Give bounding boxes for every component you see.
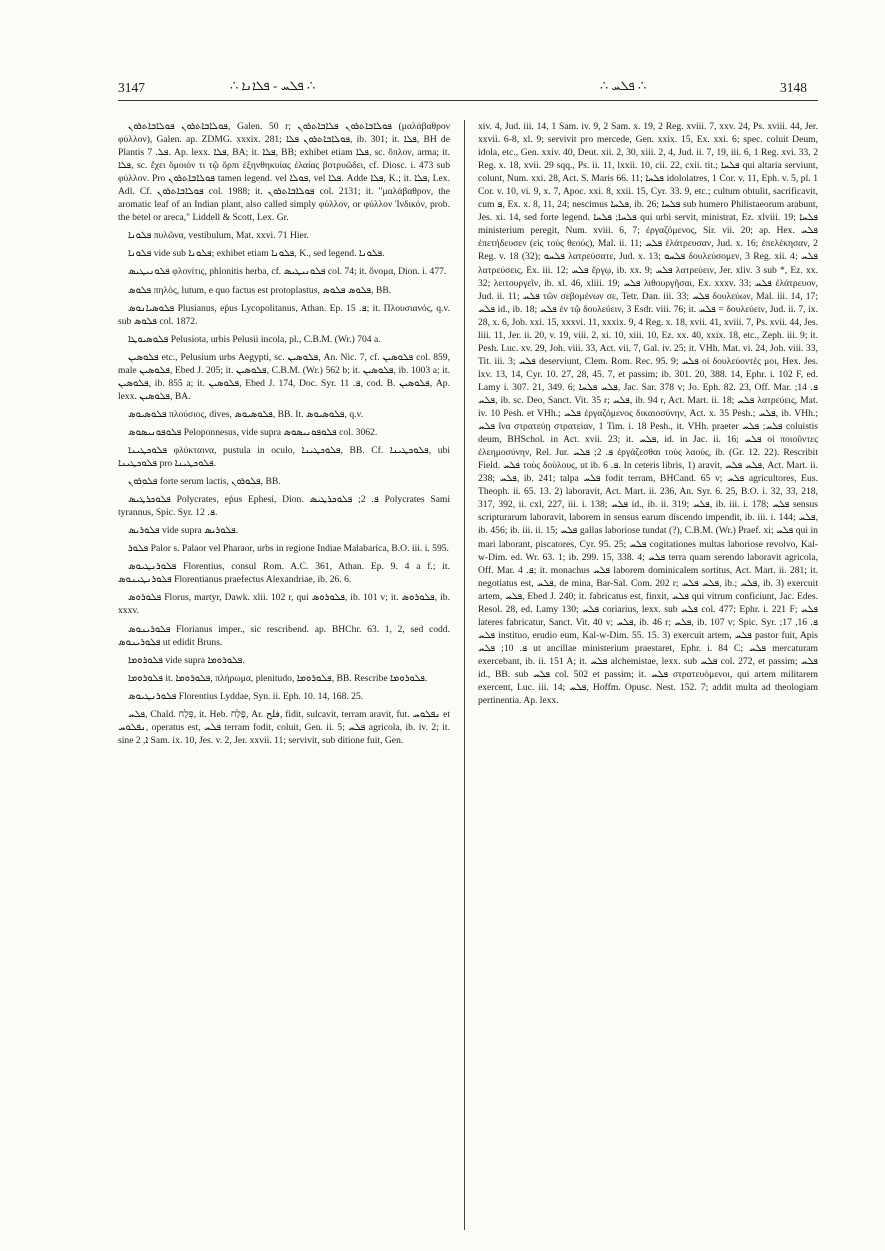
entry-paragraph: ܦܠܘܟܛܝܢܐ φλύκταινα, pustula in oculo, ܦܠܘܟܛܝܢܐ, BB. Cf. ܦܠܘܟܛܝܢܐ, ubi ܦܠܘܟܛܝܢܐ pro ܦܠܘܟܛܝܢܐ. — [118, 444, 450, 470]
entry-paragraph: ܦܠܘܦܘܢܝܣܘܣ Peloponnesus, vide supra ܦܠܘܦܘܢܝܣܘܣ col. 3062. — [128, 426, 378, 438]
entry-paragraph: xiv. 4, Jud. iii. 14, 1 Sam. iv. 9, 2 Sam. x. 19, 2 Reg. xviii. 7, xxv. 24, Ps. xviii. 44, Jer. xxvii. 6-8, xl. 9; servivit pro mercede, Gen. xxix. 15, Ex. xxi. 6; spec. coluit Deum, idola, etc., Gen. xxiv. 40, Deut. xii. 2, 30, xiii. 2, 4, Jud. ii. 7, 19, iii. 6, 1 Reg. xvi. 33, 2 Reg. x. 18, xvii. 29 sqq., Ps. ii. 11, lxxii. 10, cii. 22, cxii. tit.; ܦܠܚܐ qui altaria serviunt, colunt, Num. xxi. 28, Act. S. Maris 66. 11; ܦܠܚܐ idololatres, 1 Cor. v. 11, Eph. v. 5, pl. 1 Cor. v. 10, vi. 9, x. 7, Apoc. xxi. 8, xxii. 15, Cyr. 33. 9, etc.; cultum obtulit, sacrificavit, cum ܦ, Ex. x. 8, 11, 24; nescimus ܦܠܚܐ, ib. 26; ܦܠܚܐ sub humero Philistaeorum arabunt, Jes. xi. 14, sed forte legend. ܦܠܚܐ; ܦܠܚܐ qui urbi servit, ministrat, Ez. xlviii. 19; ܦܠܚܐ ministerium peregit, Num. xviii. 6, 7; ἐργαζόμενος, Sir. vii. 20; ap. Hex. ܦܠܚ ἐπετήδευσεν (εἰς τοὺς θεούς), Mal. ii. 11; ܦܠܚ ἐλάτρευσαν, Jud. x. 16; ἐπελέκησαν, 2 Reg. v. 18 (32); ܦܠܚܘ λατρεύσατε, Jud. x. 13; ܦܠܚܘ δουλεύσομεν, 3 Reg. xii. 4; ܦܠܚ λατρεύσεις, Ex. iii. 12; ܦܠܚ ἔργῳ, ib. xx. 9; ܦܠܚ λατρεύειν, Jer. xliv. 3 sub *, Ez. xx. 32; λειτουργεῖν, ib. xl. 46, xliii. 19; ܦܠܚ λιθουργῆσαι, Ex. xxxv. 33; ܦܠܚ ἐλάτρευον, Jud. ii. 11; ܦܠܚ τῶν σεβομένων σε, Tetr. Dan. iii. 33; ܦܠܚ δουλεύων, Mal. iii. 14, 17; ܦܠܚ id., ib. 18; ܦܠܚ ἐν τῷ δουλεύειν, 3 Esdr. viii. 76; it. ܦܠܚ = δουλεύειν, Jud. ii. 7, ix. 28, x. 6, Job. xxi. 15, xxxvi. 11, xxxix. 9, 4 Reg. x. 18, xvii. 41, xviii. 7, Ps. xvii. 44, Jes. liii. 11, Jer. ii. 20, v. 19, viii. 2, xi. 10, xiii. 10, Ez. xx. 40, xxix. 18, etc., Zeph. iii. 9; it. Pesh. Luc. xv. 29, Joh. viii. 33, Act. vii. 7, Gal. iv. 25; it. VHh. Mat. vi. 24, Joh. viii. 33, Tit. iii. 3; ܦܠܚ deserviunt, Clem. Rom. Rec. 95. 9; ܦܠܚ οἱ δουλεύοντές μοι, Hex. Jes. lxv. 13, 14, Cyr. 10. 27, 28, 45. 7, et passim; ib. 301. 20, 388. 14, Ephr. i. 102 F, ed. Lamy i. 307. 21, 349. 6; ܦܠܚ ܦܠܚܐ, Jac. Sar. 378 v; Jo. Eph. 82. 23, Off. Mar. ܦ. 14; ܦܠܚ, ib. sc. Deo, Sanct. Vit. 35 r; ܦܠܚ, ib. 94 r, Act. Mart. ii. 18; ܦܠܚ λατρεύεις, Mat. iv. 10 Pesh. et VHh.; ܦܠܚ ἐργαζόμενος δικαιοσύνην, Act. x. 35 Pesh.; ܦܠܚ, ib. VHh.; ܦܠܚ ἵνα στρατεύῃ στρατείαν, 1 Tim. i. 18 Pesh., it. VHh. praeter ܦܠܚ; ܦܠܚ coluistis deum, BHSchol. in Act. xvii. 23; it. ܦܠܚ, id. in Jac. ii. 16; ܦܠܚ οἱ ποιοῦντες ἐλεημοσύνην, Rel. Jur. ܦ. 2; ܦܠܚ ἐργάζεσθαι τοὺς λαούς, ib. (Gr. 12. 22). Rescribit Field. ܦܠܚ τοὺς δούλους, ut ib. ܦ. 6. In ceteris libris, 1) aravit, ܦܠܚ ܦܠܚ, Act. Mart. ii. 238; ܦܠܚ, ib. 241; talpa ܦܠܚ fodit terram, BHCand. 65 v; ܦܠܚ agricultores, Eus. Theoph. ii. 65. 13. 2) laboravit, Act. Mart. ii. 236, An. Syr. 6. 25, B.O. i. 32, 33, 218, 317, 392, ii. cxl, 227, iii. i. 138; ܦܠܚ id., ib. ii. 319; ܦܠܚ, ib. iii. i. 178; ܦܠܚ sensus scripturarum laboravit, laborem in sensus earum discendo impendit, ib. iii. i. 144; ܦܠܚ, ib. 456; ib. iii. ii. 15; ܦܠܚ gallas laboriose tundat (?), C.B.M. (Wr.) Praef. xi; ܦܠܚ qui in mari laborant, piscatores, Cyr. 95. 25; ܦܠܚ cogitationes multas laboriose revolvo, Kal-w-Dim. ed. Wr. 63. 1; ib. 299. 15, 338. 4; ܦܠܚ terra quam serendo laboravit agricola, Off. Mar. ܦ. 4; it. monachus ܦܠܚ laborem dominicalem sortitus, Act. Mart. ii. 281; it. negotiatus est, ܦܠܚ, de mina, Bar-Sal. Com. 202 r; ܦܠܚ ܦܠܚ, ib.; ܦܠܚ, ib. 3) exercuit artem, ܦܠܚ, Ebed J. 240; it. fabricatus est, finxit, ܦܠܚ qui vitrum conficiunt, Jac. Edes. Resol. 28, ed. Lamy 130; ܦܠܚ coriarius, lexx. sub ܦܠܚ col. 477; Ephr. i. 221 F; ܦܠܚ lateres fabricatur, Sanct. Vit. 40 v; ܦܠܚ, ib. 46 r; ܦܠܚ, ib. 107 v; Spic. Syr. ܦ. 16, 17; ܦܠܚ instituo, erudio eum, Kal-w-Dim. 55. 15. 3) exercuit artem, ܦܠܚ pastor fuit, Apis ܦ. 10; ܦܠܚ ut ancillae ministerium praestaret, Ephr. i. 84 C; ܦܠܚ mercaturam exercebant, ib. ii. 151 A; it. ܦܠܚ alchemistae, lexx. sub ܦܠܚ col. 272, et passim; ܦܠܚ id., BB. sub ܦܠܚ col. 502 et passim; it. ܦܠܚ στρατευόμενοι, qui artem militarem exercent, Luc. iii. 14; ܦܠܚ, Hoffm. Opusc. Nest. 152. 7; addit multa ad theologiam pertinentia. Ap. lexx. — [478, 121, 818, 707]
entry-paragraph: ܦܠܘܪܘܡܐ it. ܦܠܘܪܘܡܐ, πλήρωμα, plenitudo, ܦܠܘܪܘܡܐ, BB. Rescribe ܦܠܘܪܘܡܐ. — [128, 672, 428, 684]
header-rule — [118, 100, 818, 101]
right-column — [478, 120, 818, 1230]
entry-paragraph: ܦܠܘܣܝܐܢܘܣ Plusianus, eṕus Lycopolitanus, Athan. Ep. ܦ. 15; it. Πλουσιανός, q.v. sub ܦܠܘܣ col. 1872. — [118, 302, 450, 327]
left-running-head: ∴ ܦܠܚ - ܦܠܐܢܐ ∴ — [230, 78, 316, 93]
entry-paragraph: ܦܠܘܣܝܘܣ πλούσιος, dives, ܦܠܘܣܝܘܣ, BB. It. ܦܠܘܣܝܘܣ, q.v. — [128, 408, 364, 420]
entry-paragraph: ܦܠܘܢܐ πυλῶνα, vestibulum, Mat. xxvi. 71 Hier. — [128, 230, 309, 242]
entry-paragraph: ܦܠܘܢܝܛܝܣ φλονίτις, phlonitis herba, cf. ܦܠܘܢܝܛܝܣ col. 74; it. ὄνομα, Dion. i. 477. — [128, 266, 447, 278]
entry-paragraph: ܦܠܘܪܝܣ vide supra ܦܠܘܪܝܣ. — [128, 525, 239, 537]
entry-paragraph: ܦܠܘܪ Palor s. Palaor vel Pharaor, urbs in regione Indiae Malabarica, B.O. iii. i. 595. — [128, 543, 449, 555]
entry-paragraph: ܦܠܘܣܝܘܛܐ Pelusiota, urbis Pelusii incola, pl., C.B.M. (Wr.) 704 a. — [128, 333, 381, 345]
entry-paragraph: ܦܠܘܪܘܡܐ vide supra ܦܠܘܪܘܡܐ. — [128, 654, 245, 666]
left-column — [118, 120, 450, 1230]
column-divider — [464, 120, 465, 1230]
entry-paragraph: ܦܠܘܢܐ vide sub ܦܠܘܢܐ; exhibet etiam ܦܠܘܢܐ, K., sed legend. ܦܠܘܢܐ. — [128, 248, 385, 260]
entry-paragraph: ܦܠܘܪܢܛܝܘܣ Florentius, consul Rom. A.C. 361, Athan. Ep. 9. 4 a f.; it. ܦܠܘܪܢܛܝܢܘܣ Florentianus praefectus Alexandriae, ib. 26. 6. — [118, 561, 450, 586]
entry-paragraph: ܦܠܚ, Chald. פְּלַח, it. Heb. פָּלַח, Ar. فلح, fidit, sulcavit, terram aravit, fut. ܢܦܠܘܚ et ܢܦܠܘܚ, operatus est, ܦܠܚ terram fodit, coluit, Gen. ii. 5; ܦܠܚ agricola, ib. iv. 2; it. sine ܐ, 2 Sam. ix. 10, Jes. v. 2, Jer. xxvii. 11; servivit, sub ditione fuit, Gen. — [118, 708, 450, 746]
right-running-head: ∴ ܦܠܚ ∴ — [600, 78, 647, 93]
entry-paragraph: ܦܠܘܣ πηλός, lutum, e quo factus est protoplastus, ܦܠܘܣ ܦܠܘܣ, BB. — [128, 284, 392, 296]
entry-paragraph: ܦܠܘܪܝܢܘܣ Florianus imper., sic rescribend. ap. BHChr. 63. 1, 2, sed codd. ܦܠܘܪܝܢܘܣ ut edidit Bruns. — [118, 623, 450, 648]
entry-paragraph: ܦܠܘܪܢܛܝܘܣ Florentius Lyddae, Syn. ii. Eph. 10. 14, 168. 25. — [128, 690, 364, 702]
entry-paragraph: ܦܠܘܪܘܢ forte serum lactis, ܦܠܘܪܘܢ, BB. — [128, 476, 281, 488]
entry-paragraph: ܦܠܘܪܘܣ Florus, martyr, Dawk. xlii. 102 r, qui ܦܠܘܪܘܣ, ib. 101 v; it. ܦܠܘܪܘܣ, ib. xxxv. — [118, 592, 450, 617]
entry-paragraph: ܦܠܘܟܪܛܝܣ Polycrates, eṕus Ephesi, Dion. ܦ. 2; ܦܠܘܟܪܛܝܣ Polycrates Sami tyrannus, Spic. Syr. ܦ. 12. — [118, 494, 450, 519]
entry-paragraph: ܦܘܠܐܒܐܬܪܘܢ ܦܘܠܐܒܐܬܪܘܢ, Galen. 50 r; ܦܘܠܐܒܐܬܪܘܢ ܦܠܐܒܐܬܪܘܢ (μαλάβαθρον φύλλον), Galen. ap. ZDMG. xxxix. 281; ܦܘܠܐܒܐܬܪܘܢ ܦܠܐ, ib. 301; it. ܦܠܐ, BH de Plantis ܦܠ. 7. Ap. lexx. ܦܠܐ, BA; it. ܦܠܐ, BB; exhibet etiam ܦܠܐ, sc. ὅπλον, arma; it. ܦܠܐ, sc. ἔχει ὅμοιόν τι τῷ ὄρπι ἐξηνθηκυίας ἐλαίας βοτρυῶδει, cf. Diosc. i. 473 sub φύλλον. Pro ܦܘܠܐܒܐܬܪܘܢ tamen legend. vel ܦܘܠܐ, vel ܦܠܐ. Adde ܦܠܐ, K.; it. ܦܠܐ, Lex. Adl. Cf. ܦܘܠܐܒܐܬܪܘܢ col. 1988; it. ܦܘܠܐܒܐܬܪܘܢ col. 2131; it. "μαλάβαθρον, the aromatic leaf of an Indian plant, also called simply φύλλον, or φύλλον Ἰνδικόν, prob. the betel or areca," Liddell & Scott, Lex. Gr. — [118, 121, 450, 224]
left-page-number: 3147 — [118, 80, 145, 95]
right-page-number: 3148 — [780, 80, 807, 95]
entry-paragraph: ܦܠܘܣܝܢ etc., Pelusium urbs Aegypti, sc. ܦܠܘܣܝܢ, An. Nic. 7, cf. ܦܠܘܣܝܢ col. 859, male ܦܠܘܣܝܢ, Ebed J. 205; it. ܦܠܘܣܝܢ, C.B.M. (Wr.) 562 b; it. ܦܠܘܣܝܢ, ib. 1003 a; it. ܦܠܘܣܝܢ, ib. 855 a; it. ܦܠܘܣܝܢ, Ebed J. 174, Doc. Syr. ܦ. 11, cod. B. ܦܠܘܣܝܢ, Ap. lexx. ܦܠܘܣܝܢ, BA. — [118, 351, 450, 402]
